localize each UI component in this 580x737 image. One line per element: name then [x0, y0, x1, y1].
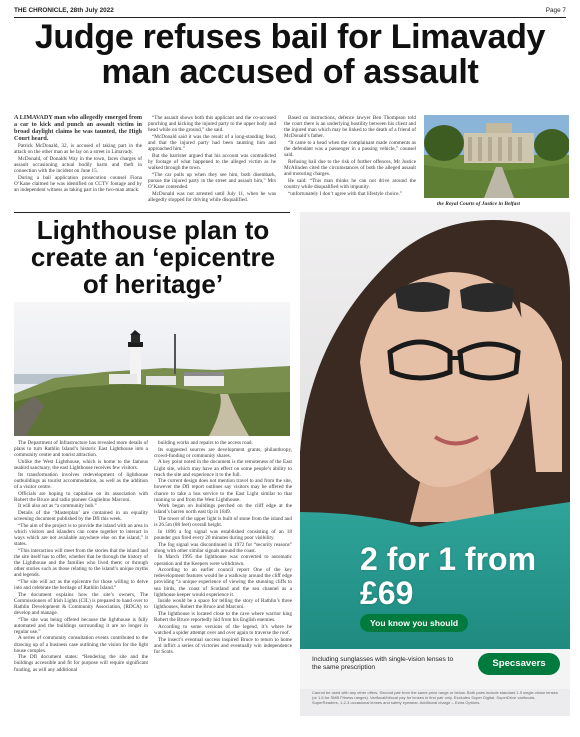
story2-paragraph: “This interaction will meet from the stories that the island and the site itself has to offer, whether that be through the history of the Lighthouse and the families who lived there; or through other stories such as those relating to the island’s unique myths and legends. [14, 547, 148, 579]
story2-paragraph: Unlike the West Lighthouse, which is home to the famous seabird sanctuary, the east Lighthouse receives few visitors. [14, 458, 148, 471]
story1-paragraph: Refusing bail due to the risk of further offences, Mr Justice McAlinden cited the circumstances of both the alleged assault and motoring charges. [284, 158, 416, 178]
story2-paragraph: Its suggested sources are development grants, philanthropy, crowd-funding or community shares. [154, 446, 292, 459]
royal-courts-photo [424, 115, 569, 198]
story2-paragraph: Officials are hoping to capitalise on its association with Robert the Bruce and radio pioneer Guglielmo Marconi. [14, 490, 148, 503]
advert-offer: 2 for 1 from £69 [360, 541, 537, 611]
story2-paragraph: “The site will act as the epicentre for those willing to delve into and celebrate the heritage of Rathlin Island.” [14, 578, 148, 591]
story2-paragraph: According to some versions of the legend, it’s where he watched a spider attempt over and over again to traverse the roof. [154, 623, 292, 636]
story2-paragraph: The insect’s eventual success inspired Bruce to return to home and inflict a series of victories and eventually win independence for Scots. [154, 636, 292, 655]
story1-paragraph: Based on instructions, defence lawyer Ben Thompson told the court there is an underlying hostility between his client and the injured man which may be linked to the death of a friend of McDonald’s father. [284, 115, 416, 140]
story1-paragraph: “The car pulls up when they see him, both disembark, pursue the injured party in the street and assault him,” Mrs O’Kane contended. [148, 171, 276, 190]
story2-paragraph: Its transformation involves redevelopment of lighthouse outbuildings as tourist accommodation, as well as the addition of a visitor centre. [14, 471, 148, 490]
story1-paragraph: Patrick McDonald, 32, is accused of taking part in the attack on the other man as he lay on a street in Limavady. [14, 143, 142, 156]
story1-headline: Judge refuses bail for Limavady man accused of assault [34, 18, 546, 91]
story1-paragraph: McDonald was not arrested until July 11, when he was allegedly stopped for driving while disqualified. [148, 190, 276, 203]
story2-paragraph: The DfI document states: “Rendering the site and the buildings accessible and fit for purpose will require significant funding, as will any additional [14, 654, 148, 673]
masthead [14, 4, 566, 16]
story2-paragraph: The fog signal was discontinued in 1972 for “security reasons” along with other similar signals around the coast. [154, 541, 292, 554]
story1-column-3 [284, 115, 416, 197]
story1-column-1 [14, 115, 142, 194]
story1-paragraph: “It came to a head when the complainant made comments as the defendant was a passenger in a passing vehicle,” counsel said. [284, 139, 416, 159]
story2-column-1 [14, 440, 148, 673]
story2-column-2 [154, 440, 292, 656]
story2-paragraph: “The site was being offered because the lighthouse is fully automated and the buildings surrounding it are no longer in regular use.” [14, 616, 148, 635]
story1-paragraph: But the barrister argued that his account was contradicted by footage of what happened to the alleged victim as he walked through the town. [148, 152, 276, 171]
story2-paragraph: The Department of Infrastructure has revealed more details of plans to turn Rathlin Island’s historic East Lighthouse into a community centre and tourist attraction. [14, 440, 148, 459]
advert-slogan: You know you should [360, 614, 468, 632]
section-rule [14, 212, 290, 213]
court-photo-caption: the Royal Courts of Justice in Belfast [437, 201, 520, 207]
story2-paragraph: A key point noted in the document is the remoteness of the East Light site, which may have an effect on some people’s ability to reach the site and experience it to the full. [154, 459, 292, 478]
story1-paragraph: He said: “This man thinks he can not drive around the country while disqualified with impunity. [284, 177, 416, 190]
story2-paragraph: Work began on buildings perched on the cliff edge at the island’s barren north east tip in 1849. [154, 503, 292, 516]
story2-headline: Lighthouse plan to create an ‘epicentre of heritage’ [30, 215, 276, 299]
story2-paragraph: The tower of the upper light is built of stone from the island and is 26.5m (88 feet) overall height. [154, 516, 292, 529]
story2-paragraph: “The aim of the project is to provide the island with an area in which visitors and islanders can come together to interact in ways which are not available anywhere else on the island,” it states. [14, 522, 148, 548]
paper-name-date: THE CHRONICLE, 28th July 2022 [14, 6, 114, 14]
specsavers-logo[interactable]: Specsavers [478, 653, 560, 675]
story2-paragraph: building works and repairs to the access road. [158, 440, 253, 446]
story2-paragraph: Details of the ‘Masterplan’ are contained in an equality screening document published by the DfI this week. [14, 510, 148, 523]
story1-column-2 [148, 115, 276, 203]
story2-paragraph: The document explains how the site’s owners, The Commissioners of Irish Lights (CIL) is prepared to hand over to Rathlin Development & Community Association, (RDCA) to develop and manage. [14, 591, 148, 616]
advert-small-print: Cannot be used with any other offers. Second pair from the same price range or below. Both pairs include standard 1.5 single-vision lenses (or 1.6 for SMB Fitness ranges). Varifocal/bifocal pay for lenses in first pair only. Excludes Super Digital, SuperDrive varifocals, SuperReaders, 1-2-3 occasional lenses and safety eyewear. Additional charge – Extra Options. [312, 690, 558, 705]
story2-paragraph: It will also act as “a community hub.” [18, 503, 97, 510]
story2-paragraph: The lighthouse is located close to the cave where warrior king Robert the Bruce reportedly hid from his English enemies. [154, 611, 292, 624]
story1-paragraph: “The assault shows both this applicant and the co-accused punching and kicking the injured party to the upper body and head while on the ground,” she said. [148, 115, 276, 134]
story2-paragraph: The current design does not mention travel to and from the site, however the DfI report outlines say visitors may be offered the chance to take a bus service to the East Light similar to that running to and from the West Lighthouse. [154, 478, 292, 503]
story1-lead: A LIMAVADY man who allegedly emerged from a car to kick and punch an assault victim in broad daylight claims he was taunted, the High Court heard. [14, 114, 142, 142]
story2-paragraph: In 1896 a fog signal was established consisting of an 18 pounder gun fired every 20 minutes during poor visibility. [154, 528, 292, 541]
story2-paragraph: According to an earlier council report One of the key redevelopment features would be a walkway around the cliff edge providing “a unique experience of viewing the stunning cliffs to sea birds, the coast of Scotland and the sea channel as a lighthouse keeper would experience it. [154, 567, 292, 598]
story2-paragraph: In March 1995 the lighthouse was converted to automatic operation and the Keepers were withdrawn. [154, 554, 292, 567]
story2-paragraph: A series of community consultation events contributed to the drawing up of a business case outlining the vision for the light house complex. [14, 635, 148, 654]
story1-paragraph: During a bail application prosecution counsel Fiona O’Kane claimed he was identified on CCTV footage and by an independent witness as taking part in the two-man attack. [14, 174, 142, 194]
lighthouse-photo [14, 302, 290, 436]
story1-paragraph: McDonald, of Donalds Way in the town, faces charges of assault occasioning actual bodily harm and theft in connection with the incident on June 15. [14, 156, 142, 175]
specsavers-advert[interactable] [300, 212, 570, 716]
story2-paragraph: Inside would be a space for telling the story of Rathlin’s three lighthouses, Robert the Bruce and Marconi. [154, 598, 292, 611]
story1-paragraph: “unfortunately I don’t agree with that lifestyle choice.” [288, 190, 402, 197]
advert-tagline: Including sunglasses with single-vision lenses to the same prescription [312, 656, 454, 671]
page-number: Page 7 [545, 6, 566, 14]
story1-paragraph: “McDonald said it was the result of a long-standing feud, and that the injured party had been taunting him and approached him.” [148, 133, 276, 153]
